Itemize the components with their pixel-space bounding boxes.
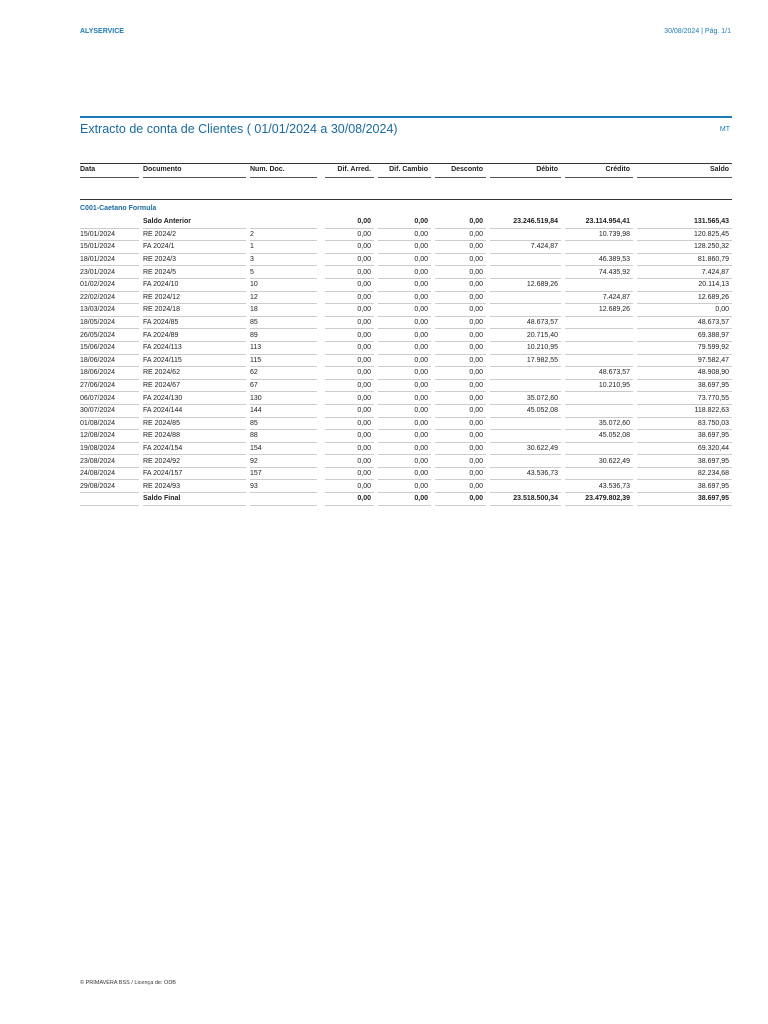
row-saldo: 38.697,95	[633, 455, 732, 468]
row-credito	[561, 317, 633, 330]
row-debito	[486, 292, 561, 305]
row-debito	[486, 254, 561, 267]
row-document: FA 2024/130	[143, 392, 250, 405]
row-saldo: 69.320,44	[633, 443, 732, 456]
row-debito	[486, 380, 561, 393]
table-row	[80, 304, 732, 317]
row-dif-arred: 0,00	[321, 266, 374, 279]
row-date: 29/08/2024	[80, 480, 143, 493]
row-document: RE 2024/85	[143, 418, 250, 431]
row-desconto: 0,00	[431, 279, 486, 292]
row-debito: 48.673,57	[486, 317, 561, 330]
ledger-table	[80, 163, 732, 506]
row-document: RE 2024/3	[143, 254, 250, 267]
row-desconto: 0,00	[431, 480, 486, 493]
closing-credito: 23.479.802,39	[561, 493, 633, 506]
row-debito: 12.689,26	[486, 279, 561, 292]
row-dif-cambio: 0,00	[374, 254, 431, 267]
table-row	[80, 443, 732, 456]
row-date: 15/01/2024	[80, 229, 143, 242]
row-debito: 10.210,95	[486, 342, 561, 355]
row-dif-cambio: 0,00	[374, 443, 431, 456]
table-row	[80, 241, 732, 254]
row-credito	[561, 279, 633, 292]
row-saldo: 0,00	[633, 304, 732, 317]
row-document: FA 2024/115	[143, 355, 250, 368]
table-row	[80, 279, 732, 292]
row-dif-cambio: 0,00	[374, 317, 431, 330]
row-desconto: 0,00	[431, 380, 486, 393]
row-saldo: 12.689,26	[633, 292, 732, 305]
row-dif-arred: 0,00	[321, 367, 374, 380]
row-dif-arred: 0,00	[321, 443, 374, 456]
row-dif-cambio: 0,00	[374, 266, 431, 279]
row-debito: 45.052,08	[486, 405, 561, 418]
row-dif-cambio: 0,00	[374, 229, 431, 242]
row-dif-arred: 0,00	[321, 355, 374, 368]
row-saldo: 79.599,92	[633, 342, 732, 355]
table-row	[80, 380, 732, 393]
row-num-doc: 144	[250, 405, 321, 418]
row-saldo: 97.582,47	[633, 355, 732, 368]
opening-debito: 23.246.519,84	[486, 216, 561, 229]
row-dif-arred: 0,00	[321, 229, 374, 242]
table-row	[80, 266, 732, 279]
row-saldo: 48.673,57	[633, 317, 732, 330]
row-desconto: 0,00	[431, 468, 486, 481]
row-credito	[561, 342, 633, 355]
row-credito	[561, 355, 633, 368]
row-credito: 10.739,98	[561, 229, 633, 242]
row-dif-cambio: 0,00	[374, 380, 431, 393]
closing-label: Saldo Final	[143, 493, 250, 506]
row-credito	[561, 468, 633, 481]
closing-num	[250, 493, 321, 506]
row-debito	[486, 229, 561, 242]
row-saldo: 83.750,03	[633, 418, 732, 431]
row-dif-arred: 0,00	[321, 254, 374, 267]
row-dif-cambio: 0,00	[374, 405, 431, 418]
row-dif-cambio: 0,00	[374, 241, 431, 254]
opening-saldo: 131.565,43	[633, 216, 732, 229]
row-desconto: 0,00	[431, 392, 486, 405]
row-document: FA 2024/157	[143, 468, 250, 481]
row-dif-cambio: 0,00	[374, 455, 431, 468]
table-row	[80, 468, 732, 481]
client-row	[80, 199, 732, 216]
row-document: FA 2024/1	[143, 241, 250, 254]
row-date: 30/07/2024	[80, 405, 143, 418]
row-document: FA 2024/89	[143, 329, 250, 342]
row-credito: 30.622,49	[561, 455, 633, 468]
row-dif-cambio: 0,00	[374, 342, 431, 355]
row-document: FA 2024/144	[143, 405, 250, 418]
row-date: 23/01/2024	[80, 266, 143, 279]
row-num-doc: 62	[250, 367, 321, 380]
table-row	[80, 392, 732, 405]
row-document: RE 2024/12	[143, 292, 250, 305]
col-header-dif-arred: Dif. Arred.	[321, 163, 374, 178]
row-dif-arred: 0,00	[321, 392, 374, 405]
row-date: 18/06/2024	[80, 355, 143, 368]
row-dif-arred: 0,00	[321, 430, 374, 443]
row-desconto: 0,00	[431, 317, 486, 330]
row-dif-arred: 0,00	[321, 480, 374, 493]
row-date: 18/01/2024	[80, 254, 143, 267]
row-num-doc: 3	[250, 254, 321, 267]
row-saldo: 81.860,79	[633, 254, 732, 267]
row-date: 13/03/2024	[80, 304, 143, 317]
row-debito	[486, 304, 561, 317]
row-date: 26/05/2024	[80, 329, 143, 342]
row-num-doc: 18	[250, 304, 321, 317]
row-saldo: 73.770,55	[633, 392, 732, 405]
row-dif-arred: 0,00	[321, 455, 374, 468]
row-credito	[561, 443, 633, 456]
table-row	[80, 342, 732, 355]
row-dif-arred: 0,00	[321, 292, 374, 305]
row-num-doc: 1	[250, 241, 321, 254]
row-credito: 46.389,53	[561, 254, 633, 267]
row-credito	[561, 329, 633, 342]
row-saldo: 128.250,32	[633, 241, 732, 254]
row-credito	[561, 241, 633, 254]
closing-saldo: 38.697,95	[633, 493, 732, 506]
row-dif-cambio: 0,00	[374, 279, 431, 292]
row-dif-cambio: 0,00	[374, 430, 431, 443]
closing-dif-cambio: 0,00	[374, 493, 431, 506]
table-row	[80, 292, 732, 305]
closing-date	[80, 493, 143, 506]
row-document: RE 2024/93	[143, 480, 250, 493]
row-debito: 35.072,60	[486, 392, 561, 405]
row-debito: 17.982,55	[486, 355, 561, 368]
col-header-documento: Documento	[143, 163, 250, 178]
closing-dif-arred: 0,00	[321, 493, 374, 506]
client-name: C001-Caetano Formula	[80, 199, 732, 216]
col-header-dif-cambio: Dif. Cambio	[374, 163, 431, 178]
row-desconto: 0,00	[431, 443, 486, 456]
row-credito: 10.210,95	[561, 380, 633, 393]
col-header-desconto: Desconto	[431, 163, 486, 178]
row-saldo: 120.825,45	[633, 229, 732, 242]
report-title-block	[80, 116, 732, 136]
row-credito: 45.052,08	[561, 430, 633, 443]
table-row	[80, 355, 732, 368]
row-dif-arred: 0,00	[321, 317, 374, 330]
row-desconto: 0,00	[431, 455, 486, 468]
row-document: RE 2024/67	[143, 380, 250, 393]
row-date: 06/07/2024	[80, 392, 143, 405]
row-dif-arred: 0,00	[321, 380, 374, 393]
closing-balance-row	[80, 493, 732, 506]
row-dif-arred: 0,00	[321, 241, 374, 254]
row-saldo: 48.908,90	[633, 367, 732, 380]
row-document: FA 2024/154	[143, 443, 250, 456]
row-desconto: 0,00	[431, 418, 486, 431]
date-page-indicator: 30/08/2024 | Pág. 1/1	[664, 28, 731, 35]
row-credito: 7.424,87	[561, 292, 633, 305]
col-header-debito: Débito	[486, 163, 561, 178]
row-debito: 43.536,73	[486, 468, 561, 481]
row-num-doc: 67	[250, 380, 321, 393]
row-saldo: 82.234,68	[633, 468, 732, 481]
company-name: ALYSERVICE	[80, 28, 124, 35]
report-title: Extracto de conta de Clientes ( 01/01/2024 a 30/08/2024)	[80, 122, 398, 136]
row-document: FA 2024/113	[143, 342, 250, 355]
row-document: FA 2024/85	[143, 317, 250, 330]
row-debito: 7.424,87	[486, 241, 561, 254]
row-date: 27/06/2024	[80, 380, 143, 393]
row-date: 12/08/2024	[80, 430, 143, 443]
row-num-doc: 154	[250, 443, 321, 456]
row-desconto: 0,00	[431, 329, 486, 342]
row-document: RE 2024/5	[143, 266, 250, 279]
row-saldo: 38.697,95	[633, 380, 732, 393]
row-desconto: 0,00	[431, 304, 486, 317]
table-row	[80, 229, 732, 242]
row-num-doc: 5	[250, 266, 321, 279]
row-debito	[486, 367, 561, 380]
row-num-doc: 2	[250, 229, 321, 242]
header-row	[80, 163, 732, 178]
row-document: RE 2024/92	[143, 455, 250, 468]
row-num-doc: 113	[250, 342, 321, 355]
row-date: 01/02/2024	[80, 279, 143, 292]
row-document: FA 2024/10	[143, 279, 250, 292]
row-dif-arred: 0,00	[321, 405, 374, 418]
row-credito: 43.536,73	[561, 480, 633, 493]
row-debito	[486, 430, 561, 443]
currency-label: MT	[719, 126, 730, 133]
row-desconto: 0,00	[431, 405, 486, 418]
row-dif-cambio: 0,00	[374, 355, 431, 368]
row-credito: 12.689,26	[561, 304, 633, 317]
row-credito: 48.673,57	[561, 367, 633, 380]
opening-desconto: 0,00	[431, 216, 486, 229]
row-num-doc: 92	[250, 455, 321, 468]
row-num-doc: 10	[250, 279, 321, 292]
row-date: 01/08/2024	[80, 418, 143, 431]
table-row	[80, 367, 732, 380]
row-dif-cambio: 0,00	[374, 367, 431, 380]
table-row	[80, 480, 732, 493]
row-debito	[486, 480, 561, 493]
row-document: RE 2024/2	[143, 229, 250, 242]
col-header-saldo: Saldo	[633, 163, 732, 178]
row-num-doc: 115	[250, 355, 321, 368]
row-num-doc: 130	[250, 392, 321, 405]
row-num-doc: 85	[250, 418, 321, 431]
opening-dif-cambio: 0,00	[374, 216, 431, 229]
row-desconto: 0,00	[431, 229, 486, 242]
row-debito	[486, 455, 561, 468]
row-desconto: 0,00	[431, 355, 486, 368]
table-row	[80, 405, 732, 418]
opening-balance-row	[80, 216, 732, 229]
row-num-doc: 157	[250, 468, 321, 481]
row-saldo: 118.822,63	[633, 405, 732, 418]
opening-date	[80, 216, 143, 229]
row-document: RE 2024/88	[143, 430, 250, 443]
table-row	[80, 254, 732, 267]
row-dif-cambio: 0,00	[374, 418, 431, 431]
closing-debito: 23.518.500,34	[486, 493, 561, 506]
row-dif-arred: 0,00	[321, 342, 374, 355]
row-debito: 30.622,49	[486, 443, 561, 456]
row-date: 15/01/2024	[80, 241, 143, 254]
col-header-credito: Crédito	[561, 163, 633, 178]
row-dif-arred: 0,00	[321, 329, 374, 342]
table-row	[80, 430, 732, 443]
row-dif-arred: 0,00	[321, 304, 374, 317]
row-credito	[561, 392, 633, 405]
row-credito: 74.435,92	[561, 266, 633, 279]
row-credito: 35.072,60	[561, 418, 633, 431]
row-num-doc: 88	[250, 430, 321, 443]
row-date: 18/06/2024	[80, 367, 143, 380]
row-dif-cambio: 0,00	[374, 480, 431, 493]
row-desconto: 0,00	[431, 241, 486, 254]
row-date: 18/05/2024	[80, 317, 143, 330]
row-saldo: 20.114,13	[633, 279, 732, 292]
row-desconto: 0,00	[431, 254, 486, 267]
row-dif-cambio: 0,00	[374, 292, 431, 305]
row-desconto: 0,00	[431, 266, 486, 279]
row-saldo: 7.424,87	[633, 266, 732, 279]
opening-num	[250, 216, 321, 229]
col-header-data: Data	[80, 163, 143, 178]
opening-label: Saldo Anterior	[143, 216, 250, 229]
row-saldo: 69.388,97	[633, 329, 732, 342]
row-debito	[486, 418, 561, 431]
row-dif-cambio: 0,00	[374, 468, 431, 481]
row-dif-cambio: 0,00	[374, 304, 431, 317]
row-dif-arred: 0,00	[321, 279, 374, 292]
row-date: 24/08/2024	[80, 468, 143, 481]
row-dif-cambio: 0,00	[374, 392, 431, 405]
row-desconto: 0,00	[431, 430, 486, 443]
opening-dif-arred: 0,00	[321, 216, 374, 229]
closing-desconto: 0,00	[431, 493, 486, 506]
row-desconto: 0,00	[431, 367, 486, 380]
row-dif-arred: 0,00	[321, 468, 374, 481]
row-num-doc: 89	[250, 329, 321, 342]
row-saldo: 38.697,95	[633, 480, 732, 493]
row-credito	[561, 405, 633, 418]
col-header-num-doc: Num. Doc.	[250, 163, 321, 178]
row-dif-arred: 0,00	[321, 418, 374, 431]
row-date: 19/08/2024	[80, 443, 143, 456]
row-debito	[486, 266, 561, 279]
row-num-doc: 85	[250, 317, 321, 330]
row-date: 15/06/2024	[80, 342, 143, 355]
row-document: RE 2024/62	[143, 367, 250, 380]
row-date: 22/02/2024	[80, 292, 143, 305]
row-debito: 20.715,40	[486, 329, 561, 342]
row-desconto: 0,00	[431, 342, 486, 355]
table-row	[80, 317, 732, 330]
table-row	[80, 418, 732, 431]
row-document: RE 2024/18	[143, 304, 250, 317]
row-desconto: 0,00	[431, 292, 486, 305]
footer-copyright: © PRIMAVERA BSS / Licença de: ODB	[80, 980, 176, 986]
spacer-row	[80, 178, 732, 199]
row-saldo: 38.697,95	[633, 430, 732, 443]
opening-credito: 23.114.954,41	[561, 216, 633, 229]
row-num-doc: 93	[250, 480, 321, 493]
row-dif-cambio: 0,00	[374, 329, 431, 342]
row-date: 23/08/2024	[80, 455, 143, 468]
table-row	[80, 455, 732, 468]
table-row	[80, 329, 732, 342]
row-num-doc: 12	[250, 292, 321, 305]
